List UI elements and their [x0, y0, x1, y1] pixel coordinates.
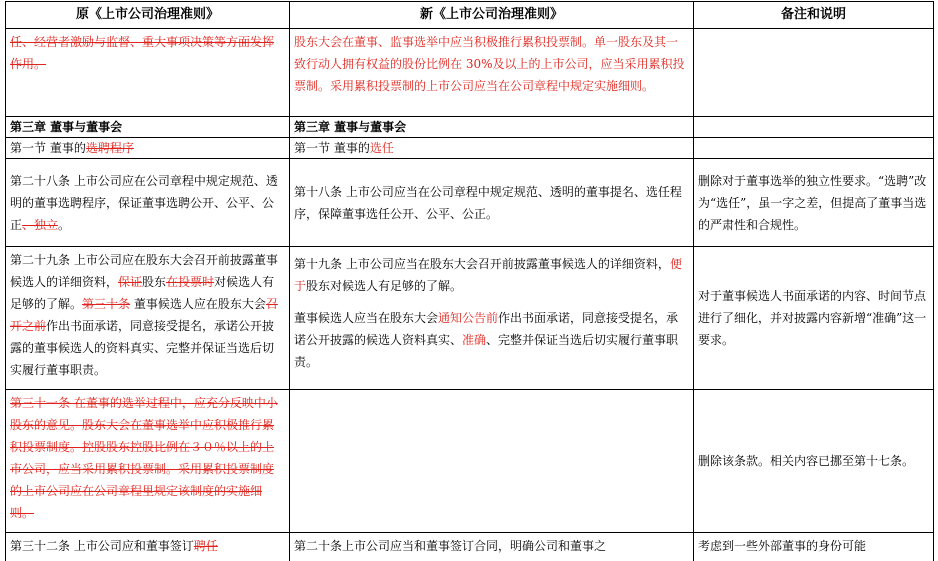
added-text: 通知公告前 [438, 311, 499, 325]
article-text: 第二十九条 上市公司应在股东大会召开前披露董事候选人的详细资料， [10, 253, 278, 289]
section-text: 第一节 董事的 [10, 141, 86, 155]
comparison-document [5, 1, 933, 555]
table-row [6, 247, 934, 390]
old-cell [6, 247, 290, 390]
note-cell [694, 29, 934, 117]
old-cell [6, 390, 290, 533]
article-text: 第三十二条 上市公司应和董事签订 [10, 539, 194, 553]
new-rules-header: 新《上市公司治理准则》 [290, 2, 694, 29]
section-heading-new [290, 138, 694, 159]
table-row [6, 390, 934, 533]
deleted-text: 召开之前 [10, 297, 278, 333]
deleted-text: 第三十一条 在董事的选举过程中，应充分反映中小股东的意见。股东大会在董事选举中应积极推行累积投票制度。控股股东控股比例在３０％以上的上市公司，应当采用累积投票制。采用累积投票制度的上市公司应在公司章程里规定该制度的实施细则。 [10, 396, 278, 520]
comparison-table [5, 1, 934, 561]
article-text: 。 [58, 217, 71, 232]
article-text: 股东 [142, 275, 167, 289]
added-text: 便于 [294, 257, 682, 293]
deleted-text: 、独立 [22, 217, 59, 232]
added-text: 选任 [369, 141, 394, 155]
table-row [6, 533, 934, 561]
article-text: 第十九条 上市公司应当在股东大会召开前披露董事候选人的详细资料， [294, 257, 670, 271]
header-row [6, 2, 934, 29]
chapter-heading-new: 第三章 董事与董事会 [290, 117, 694, 138]
deleted-text: 在投票时 [166, 275, 215, 289]
old-cell [6, 159, 290, 247]
new-cell: 第二十条上市公司应当和董事签订合同，明确公司和董事之 [290, 533, 694, 561]
deleted-text: 任、经营者激励与监督、重大事项决策等方面发挥作用。 [10, 35, 275, 71]
added-text: 准确 [462, 333, 487, 347]
deleted-text: 选聘程序 [85, 141, 134, 155]
article-text: 董事候选人应当在股东大会 [294, 311, 439, 325]
new-paragraph-2 [294, 307, 689, 373]
table-row [6, 29, 934, 117]
new-cell: 第十八条 上市公司应当在公司章程中规定规范、透明的董事提名、选任程序，保障董事选任公开、公平、公正。 [290, 159, 694, 247]
new-paragraph-1 [294, 253, 689, 297]
section-heading-old [6, 138, 290, 159]
new-cell [290, 390, 694, 533]
note-cell: 对于董事候选人书面承诺的内容、时间节点进行了细化，并对披露内容新增“准确”这一要求。 [694, 247, 934, 390]
article-text: 作出书面承诺，同意接受提名，承诺公开披露的董事候选人的资料真实、完整并保证当选后切实履行董事职责。 [10, 319, 275, 377]
article-text: 股东对候选人有足够的了解。 [306, 279, 463, 293]
note-cell [694, 138, 934, 159]
old-cell [6, 29, 290, 117]
article-text: 作出书面承诺，同意接受提名，承诺公开披露的候选人资料真实、 [294, 311, 679, 347]
article-text: 董事候选人应在股东大会 [130, 297, 266, 311]
old-rules-header: 原《上市公司治理准则》 [6, 2, 290, 29]
new-cell [290, 29, 694, 117]
table-row [6, 159, 934, 247]
article-text: 对候选人有足够的了解。 [10, 275, 275, 311]
old-cell [6, 533, 290, 561]
article-text: 第二十八条 上市公司应在公司章程中规定规范、透明的董事选聘程序，保证董事选聘公开、公平、公正 [10, 173, 278, 232]
added-text: 股东大会在董事、监事选举中应当积极推行累积投票制。单一股东及其一致行动人拥有权益的股份比例在 30%及以上的上市公司，应当采用累积投票制。采用累积投票制的上市公司应当在公司章程中规定实施细则。 [294, 35, 685, 93]
deleted-text: 聘任 [193, 539, 218, 553]
table-row [6, 117, 934, 138]
note-cell: 考虑到一些外部董事的身份可能 [694, 533, 934, 561]
remarks-header: 备注和说明 [694, 2, 934, 29]
note-cell: 删除对于董事选举的独立性要求。“选聘”改为“选任”，虽一字之差，但提高了董事当选的严肃性和合规性。 [694, 159, 934, 247]
note-cell: 删除该条款。相关内容已挪至第十七条。 [694, 390, 934, 533]
table-row [6, 138, 934, 159]
note-cell [694, 117, 934, 138]
article-text: 、完整并保证当选后切实履行董事职责。 [294, 333, 679, 369]
new-cell [290, 247, 694, 390]
section-text: 第一节 董事的 [294, 141, 370, 155]
deleted-text: 第三十条 [82, 297, 131, 311]
deleted-text: 保证 [118, 275, 143, 289]
chapter-heading-old: 第三章 董事与董事会 [6, 117, 290, 138]
